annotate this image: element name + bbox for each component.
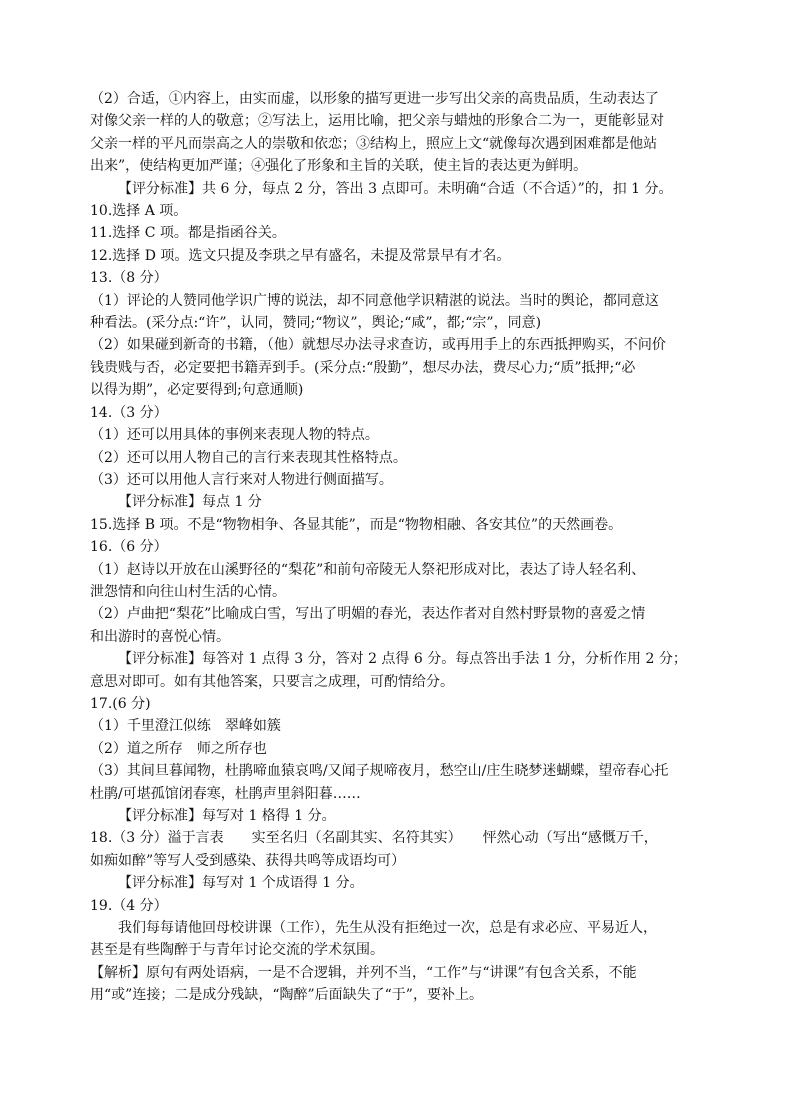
- q18-answer: [90, 827, 710, 894]
- q16-scoring-standard-2: 意思对即可。如有其他答案，只要言之成理，可酌情给分。: [90, 673, 454, 690]
- q16-answer: [90, 536, 710, 693]
- q19-answer-line-1: 我们每每请他回母校讲课（工作），先生从没有拒绝过一次，总是有求必应、平易近人，: [118, 920, 657, 937]
- q13-line-5: 以得为期”，必定要得到;句意通顺): [90, 382, 304, 399]
- answer-page: [90, 88, 710, 1007]
- q17-line-2: （2）道之所存 师之所存也: [90, 740, 267, 757]
- q13-line-1: （1）评论的人赞同他学识广博的说法，却不同意他学识精湛的说法。当时的舆论，都同意这: [90, 292, 659, 309]
- q17-line-4: 杜鹃/可堪孤馆闭春寒，杜鹃声里斜阳暮……: [90, 785, 361, 802]
- q19-heading: 19.（4 分）: [90, 897, 168, 914]
- q19-analysis-line-1: 【解析】原句有两处语病，一是不合逻辑，并列不当，“工作”与“讲课”有包含关系，不能: [90, 964, 637, 981]
- q9-line-3: 父亲一样的平凡而崇高之人的崇敬和依恋；③结构上，照应上文“就像每次遇到困难都是他站: [90, 135, 658, 152]
- q14-line-2: （2）还可以用人物自己的言行来表现其性格特点。: [90, 449, 407, 466]
- q17-line-1: （1）千里澄江似练 翠峰如簇: [90, 718, 281, 735]
- q18-scoring-standard: 【评分标准】每写对 1 个成语得 1 分。: [118, 875, 364, 892]
- q14-line-1: （1）还可以用具体的事例来表现人物的特点。: [90, 427, 379, 444]
- q16-scoring-standard-1: 【评分标准】每答对 1 点得 3 分，答对 2 点得 6 分。每点答出手法 1 分，分析作用 2 分；: [118, 651, 687, 668]
- q9-answer: [90, 88, 710, 200]
- q13-heading: 13.（8 分）: [90, 270, 168, 287]
- q15-answer: 15.选择 B 项。不是“物物相争、各显其能”，而是“物物相融、各安其位”的天然画卷。: [90, 516, 623, 533]
- q16-heading: 16.（6 分）: [90, 539, 168, 556]
- q17-heading: 17.(6 分): [90, 695, 151, 712]
- q10-answer: 10.选择 A 项。: [90, 203, 188, 220]
- q9-line-2: 对像父亲一样的人的敬意；②写法上，运用比喻，把父亲与蜡烛的形象合二为一，更能彰显对: [90, 113, 664, 130]
- q12-answer: 12.选择 D 项。选文只提及李珙之早有盛名，未提及常景早有才名。: [90, 247, 511, 264]
- q19-answer-line-2: 甚至是有些陶醉于与青年讨论交流的学术氛围。: [90, 942, 384, 959]
- q19-answer: [90, 895, 710, 1007]
- q9-line-4: 出来”，使结构更加严谨；④强化了形象和主旨的关联，使主旨的表达更为鲜明。: [90, 158, 588, 175]
- q17-scoring-standard: 【评分标准】每写对 1 格得 1 分。: [118, 808, 336, 824]
- q19-analysis-line-2: 用“或”连接；二是成分残缺，“陶醉”后面缺失了“于”，要补上。: [90, 987, 483, 1004]
- q11-answer: 11.选择 C 项。都是指函谷关。: [90, 225, 286, 242]
- q18-line-2: 如痴如醉”等写人受到感染、获得共鸣等成语均可）: [90, 852, 406, 869]
- q16-line-4: 和出游时的喜悦心情。: [90, 628, 230, 645]
- q14-answer: [90, 402, 710, 514]
- q13-line-2: 种看法。(采分点:“许”，认同，赞同;“物议”，舆论;“咸”，都;“宗”，同意): [90, 315, 542, 332]
- q13-line-3: （2）如果碰到新奇的书籍，（他）就想尽办法寻求查访，或再用手上的东西抵押购买，不问价: [90, 337, 666, 354]
- q16-line-2: 泄怨情和向往山村生活的心情。: [90, 583, 286, 600]
- q13-line-4: 钱贵贱与否，必定要把书籍弄到手。(采分点:“殷勤”，想尽办法，费尽心力;“质”抵押;“必: [90, 359, 636, 376]
- q14-heading: 14.（3 分）: [90, 404, 168, 421]
- q16-line-1: （1）赵诗以开放在山溪野径的“梨花”和前句帝陵无人祭祀形成对比，表达了诗人轻名利、: [90, 561, 646, 578]
- q13-answer: [90, 267, 710, 401]
- q17-line-3: （3）其间旦暮闻物，杜鹃啼血猿哀鸣/又闻子规啼夜月，愁空山/庄生晓梦迷蝴蝶，望帝春心托: [90, 763, 669, 780]
- q17-answer: [90, 693, 710, 827]
- q14-line-3: （3）还可以用他人言行来对人物进行侧面描写。: [90, 471, 393, 488]
- q14-scoring-standard: 【评分标准】每点 1 分: [118, 494, 262, 511]
- q9-scoring-standard: 【评分标准】共 6 分，每点 2 分，答出 3 点即可。未明确“合适（不合适）”的，扣 1 分。: [118, 180, 673, 197]
- q9-line-1: （2）合适，①内容上，由实而虚，以形象的描写更进一步写出父亲的高贵品质，生动表达了: [90, 91, 659, 107]
- q16-line-3: （2）卢曲把“梨花”比喻成白雪，写出了明媚的春光，表达作者对自然村野景物的喜爱之情: [90, 606, 646, 623]
- q18-line-1: 18.（3 分）溢于言表 实至名归（名副其实、名符其实） 怦然心动（写出“感慨万千，: [90, 830, 658, 847]
